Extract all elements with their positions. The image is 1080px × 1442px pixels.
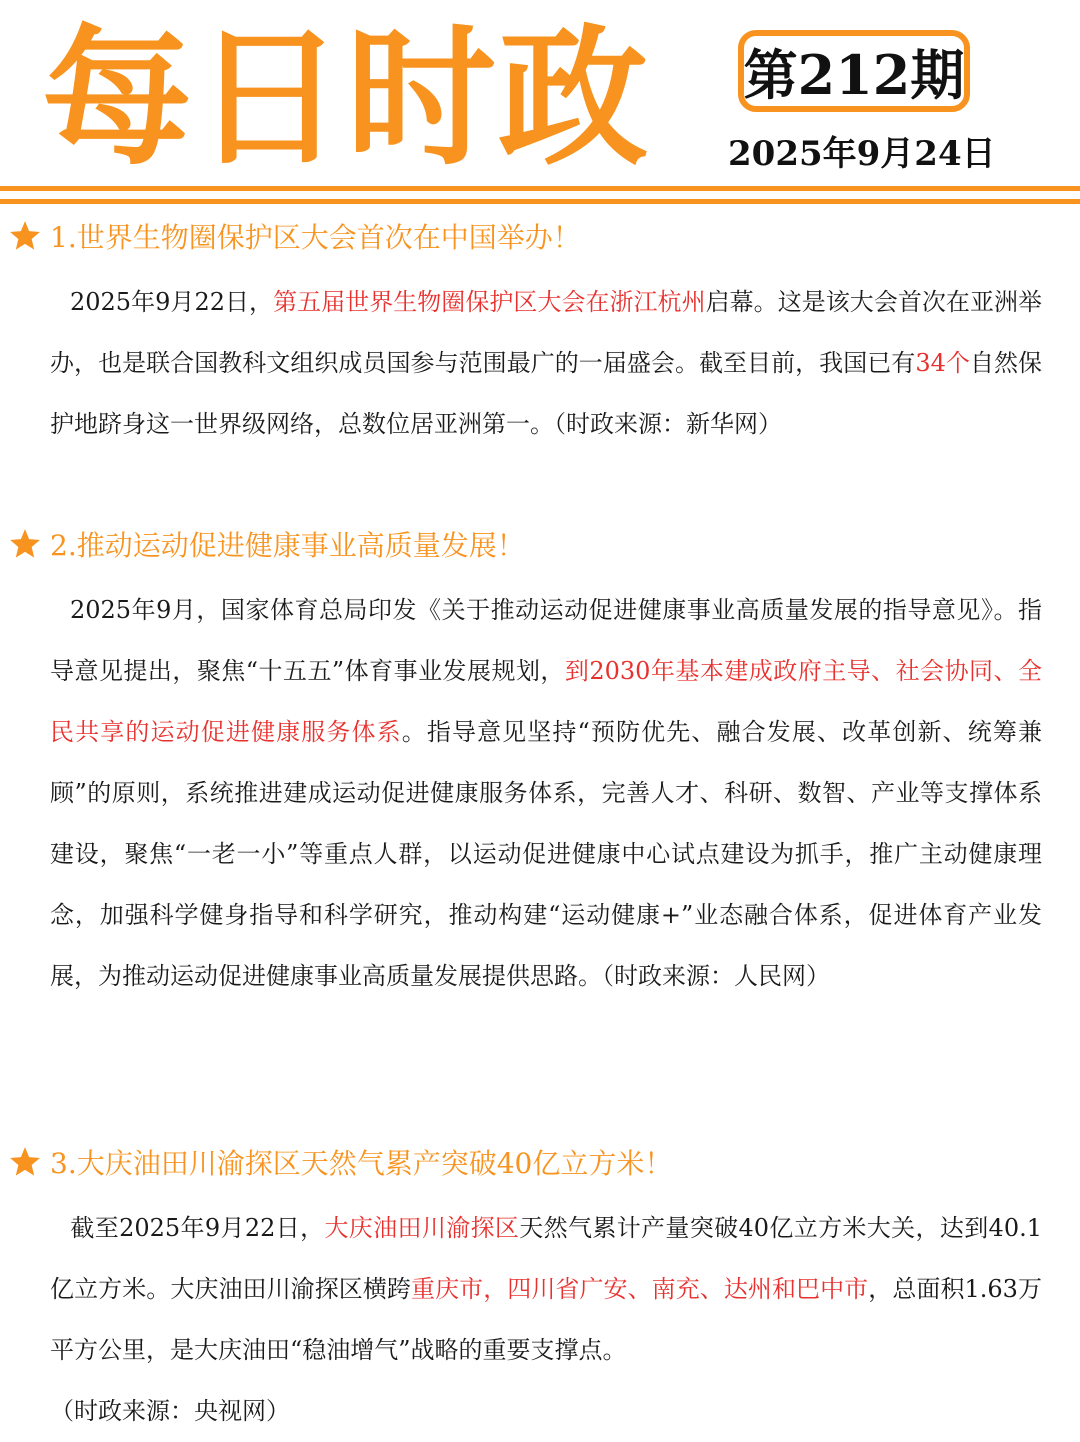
news-item-1-highlight-a: 第五届世界生物圈保护区大会在浙江杭州 [273, 288, 706, 316]
news-item-3-source: （时政来源：央视网） [50, 1397, 290, 1425]
news-item-3-highlight-a: 大庆油田川渝探区 [324, 1214, 520, 1242]
news-item-1 [0, 206, 1080, 455]
masthead-title: 每日时政 [42, 12, 651, 186]
news-item-2-body [50, 580, 1042, 1007]
star-icon [8, 219, 42, 253]
news-item-1-text-c: 自然保护地跻身这一世界级网络，总数位居亚洲第一。（时政来源：新华网） [50, 349, 1043, 438]
news-item-1-highlight-b: 34个 [915, 349, 970, 377]
issue-date: 2025年9月24日 [728, 134, 996, 174]
news-item-1-text-b: 启幕。这是该大会首次在亚洲举办，也是联合国教科文组织成员国参与范围最广的一届盛会。截至目前，我国已有 [50, 288, 1043, 377]
header-rule-top [0, 186, 1080, 191]
header-rule-bottom [0, 199, 1080, 204]
news-item-3-text-a: 截至2025年9月22日， [70, 1214, 325, 1242]
star-icon [8, 527, 42, 561]
news-item-1-text-a: 2025年9月22日， [70, 288, 274, 316]
news-item-3-body [50, 1198, 1042, 1381]
news-item-3-highlight-b: 重庆市，四川省广安、南充、达州和巴中市 [411, 1275, 869, 1303]
news-item-1-header [0, 206, 1080, 266]
news-item-1-title: 1.世界生物圈保护区大会首次在中国举办！ [50, 221, 581, 254]
star-icon [8, 1145, 42, 1179]
news-item-2 [0, 514, 1080, 1007]
news-item-3-text-b: 天然气累计产量突破40亿立方米大关，达到40.1亿立方米。大庆油田川渝探区横跨 [50, 1214, 1042, 1303]
news-item-2-title: 2.推动运动促进健康事业高质量发展！ [50, 529, 525, 562]
news-item-2-text-b: 。指导意见坚持“预防优先、融合发展、改革创新、统筹兼顾”的原则，系统推进建成运动促进健康服务体系，完善人才、科研、数智、产业等支撑体系建设，聚焦“一老一小”等重点人群，以运动促进健康中心试点建设为抓手，推广主动健康理念，加强科学健身指导和科学研究，推动构建“运动健康+”业态融合体系，促进体育产业发展，为推动运动促进健康事业高质量发展提供思路。（时政来源：人民网） [50, 718, 1042, 990]
news-item-2-highlight-a: 到2030年基本建成政府主导、社会协同、全民共享的运动促进健康服务体系 [50, 657, 1042, 746]
news-item-1-body [50, 272, 1042, 455]
news-item-3-text-c: ，总面积1.63万平方公里，是大庆油田“稳油增气”战略的重要支撑点。 [50, 1275, 1043, 1364]
masthead [0, 0, 1080, 190]
news-item-2-header [0, 514, 1080, 574]
news-item-3-title: 3.大庆油田川渝探区天然气累产突破40亿立方米！ [50, 1147, 673, 1180]
news-item-3 [0, 1132, 1080, 1442]
news-item-2-text-a: 2025年9月，国家体育总局印发《关于推动运动促进健康事业高质量发展的指导意见》。指导意见提出，聚焦“十五五”体育事业发展规划， [50, 596, 1042, 685]
news-item-3-header [0, 1132, 1080, 1192]
issue-badge: 第212期 [738, 30, 970, 112]
